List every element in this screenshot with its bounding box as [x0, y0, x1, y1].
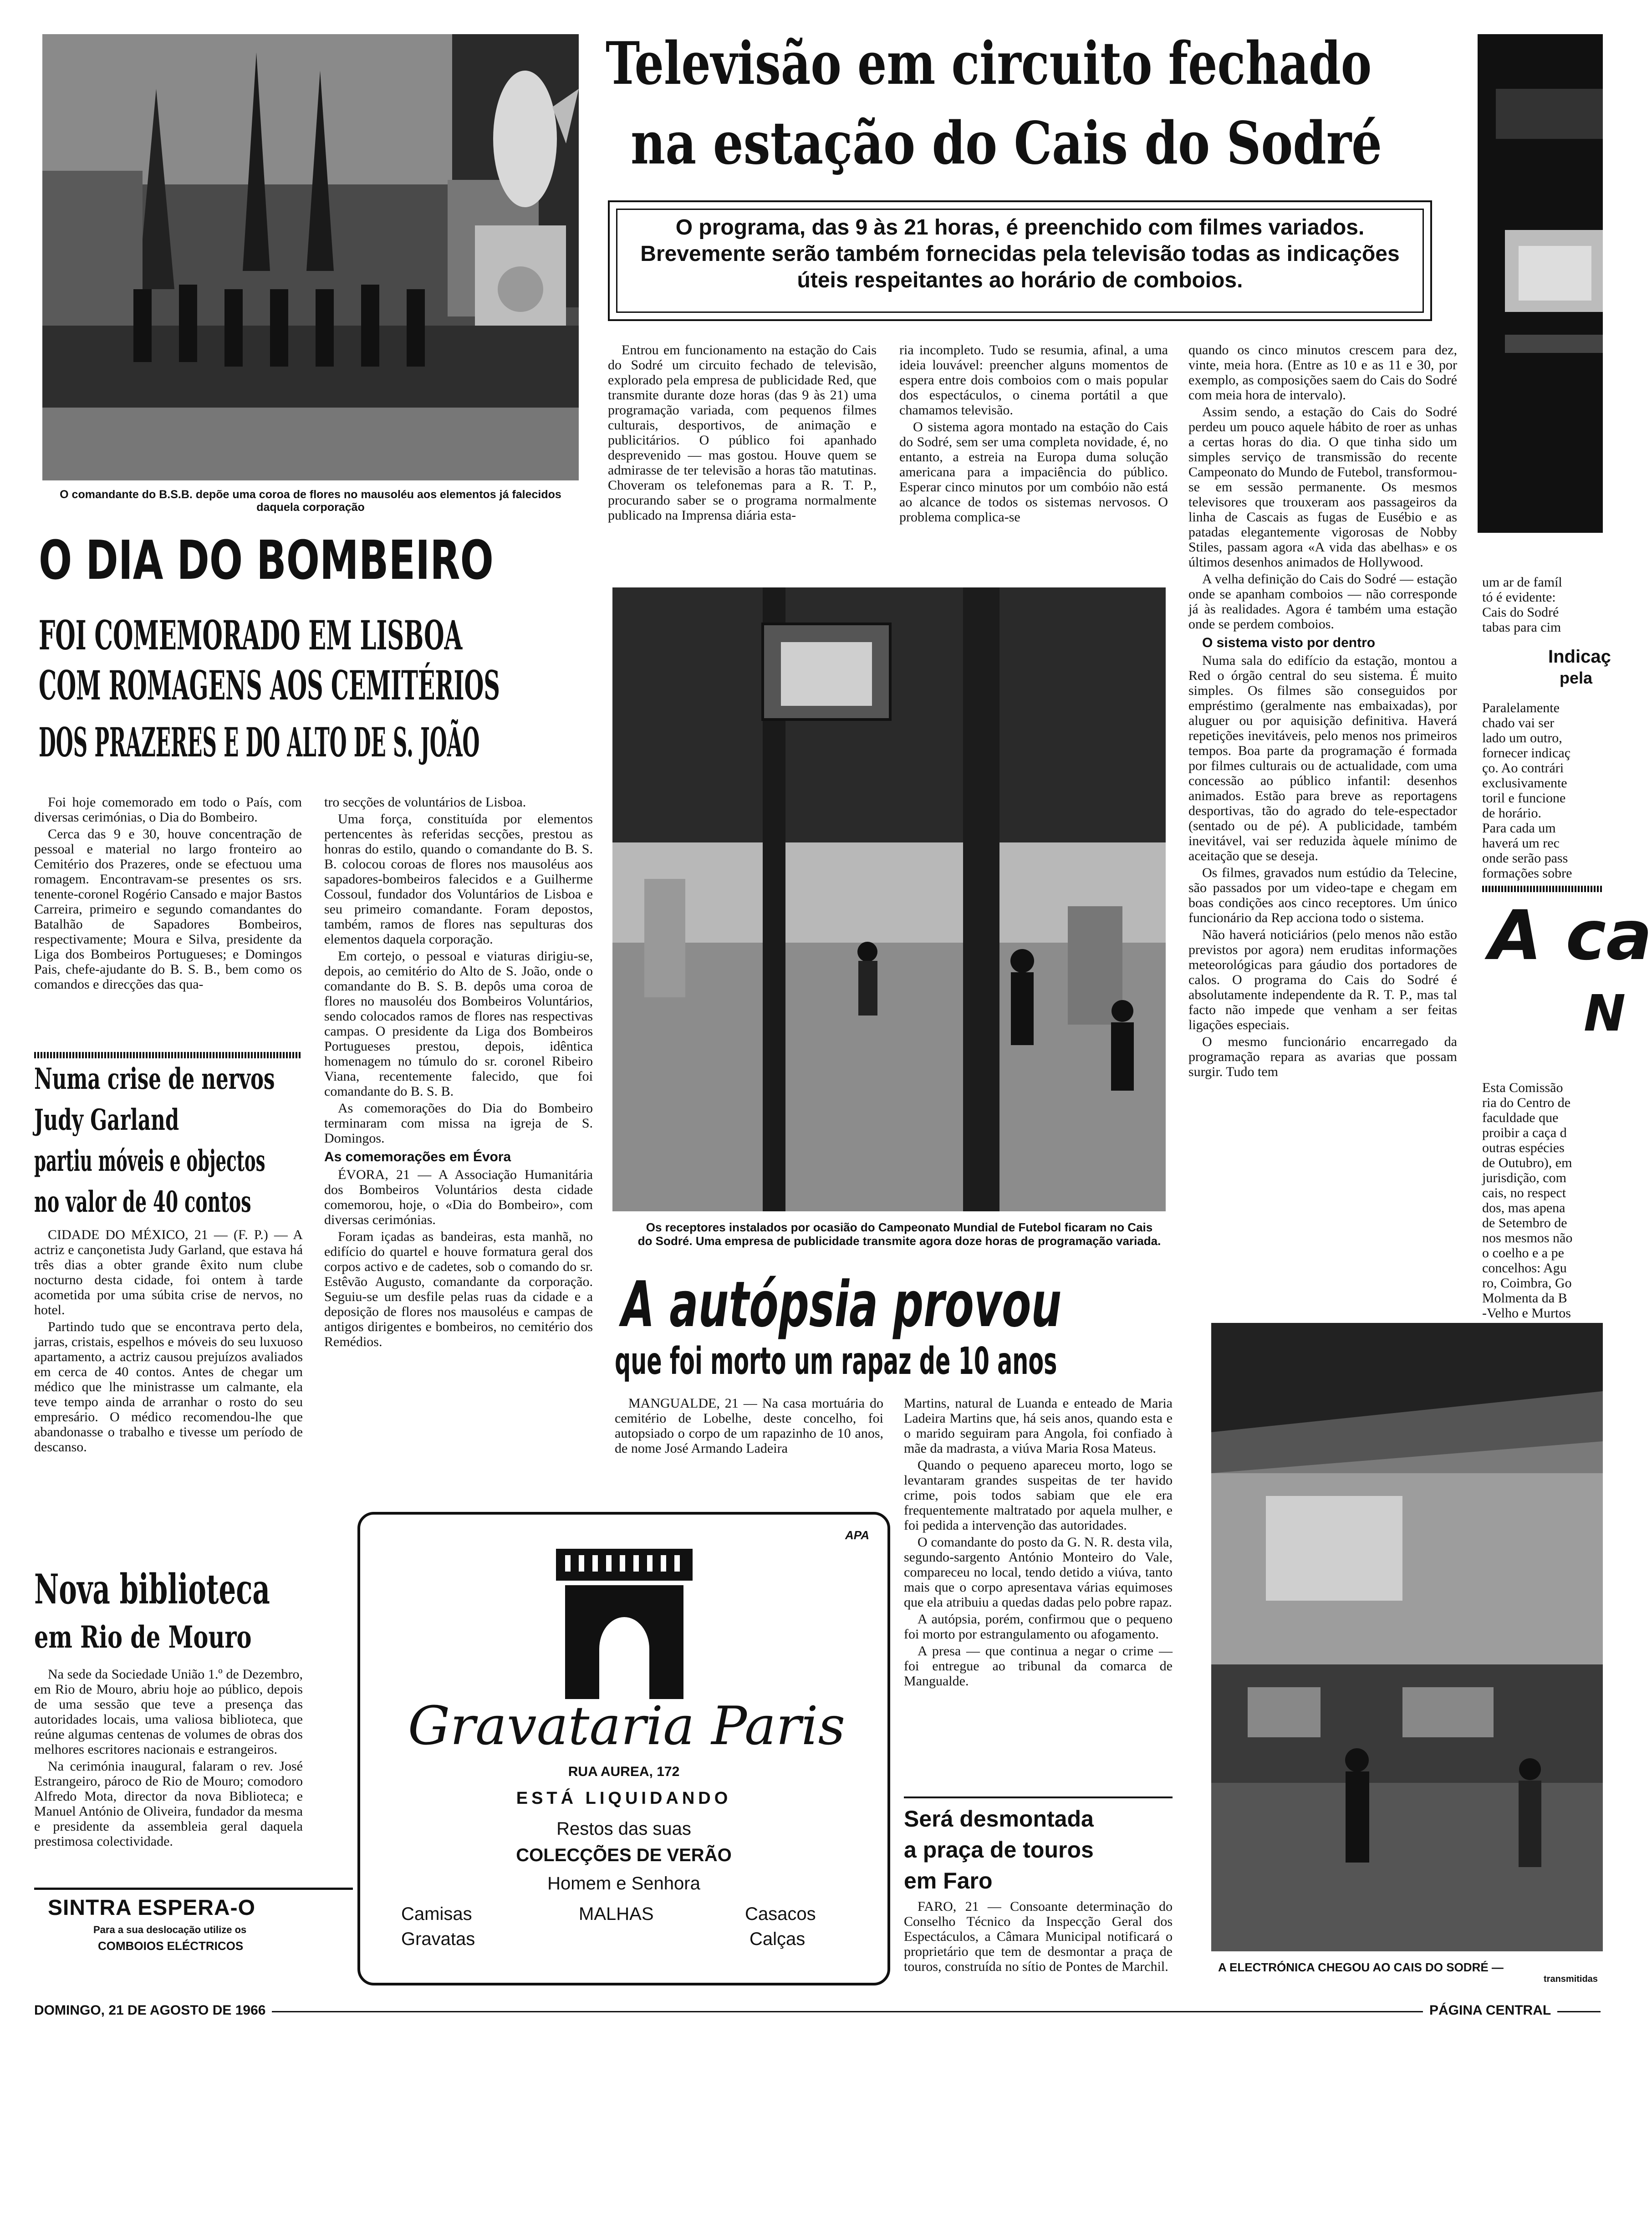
- ad-liquidando: ESTÁ LIQUIDANDO: [516, 1789, 732, 1808]
- paragraph: Partindo tudo que se encontrava perto dela, jarras, cristais, espelhos e móveis do seu luxuoso apartamento, a actriz causou prejuízos avaliados em cerca de 40 contos. Antes de chegar um médico que lhe ministrasse um calmante, ela teve tempo ainda de arranhar o rosto do seu empresário. O médico recomendou-lhe que abandonasse o trabalho e tivesse um período de descanso.: [34, 1319, 303, 1455]
- ad-brand: Gravataria Paris: [408, 1695, 846, 1757]
- paragraph: A velha definição do Cais do Sodré — estação onde se apanham comboios — não corresponde já às realidades. Agora é também uma estação onde se perdem comboios.: [1188, 572, 1457, 632]
- paragraph: tro secções de voluntários de Lisboa.: [324, 795, 526, 810]
- text-line: haverá um rec: [1482, 836, 1560, 851]
- text-line: proibir a caça d: [1482, 1125, 1567, 1140]
- ad-casacos: Casacos: [745, 1904, 816, 1924]
- paragraph: Numa sala do edifício da estação, montou a Red o órgão central do seu sistema. É muito simples. Os filmes são conseguidos por empréstimo (geralmente nas embaixadas), por aluguer ou por aquisição definitiva. Haverá repetições inevitáveis, pelo menos nos primeiros tempos. Boa parte da programação é formada por filmes culturais ou de actualidade, com uma concessão ao público infantil: desenhos animados. Estão para breve as reportagens desportivas, tão do agrado do tele-espectador (sentado ou de pé). A publicidade, também inevitável, vai ser reduzida àquele mínimo de aceitação que se deseja.: [1188, 653, 1457, 863]
- cemetery-photo: [42, 34, 579, 480]
- bombeiro-subtitle-1: FOI COMEMORADO EM LISBOA: [39, 612, 463, 659]
- paragraph: O sistema agora montado na estação do Cais do Sodré, sem ser uma completa novidade, é, no entanto, a estreia na Europa duma solução americana para a impaciência do público. Esperar cinco minutos por um combóio não está ao alcance de todos os sistemas nervosos. O problema complica-se: [899, 419, 1168, 525]
- text-line: dos, mas apena: [1482, 1200, 1565, 1215]
- text-line: toril e funcione: [1482, 791, 1566, 806]
- paragraph: As comemorações do Dia do Bombeiro terminaram com missa na igreja de S. Domingos.: [324, 1101, 593, 1146]
- footer: [34, 2000, 1601, 2023]
- station-photo-caption: Os receptores instalados por ocasião do Campeonato Mundial de Futebol ficaram no Cais do Sodré. Uma empresa de publicidade transmite agora doze horas de programação variada.: [637, 1220, 1161, 1248]
- paragraph: Na cerimónia inaugural, falaram o rev. José Estrangeiro, pároco de Rio de Mouro; comodoro Alfredo Mota, director da nova Biblioteca; e Manuel António de Oliveira, fundador da mesma e presidente da assembleia geral daquela prestimosa colectividade.: [34, 1759, 303, 1849]
- autopsia-h2: que foi morto um rapaz de 10 anos: [615, 1340, 1057, 1383]
- text-line: de Setembro de: [1482, 1215, 1567, 1230]
- sintra-ad: [34, 1888, 353, 1960]
- tv-title-2: na estação do Cais do Sodré: [631, 109, 1382, 178]
- right-cut-column-3: [1482, 1080, 1603, 1321]
- tv-column-2: [899, 342, 1168, 526]
- text-line: lado um outro,: [1482, 730, 1562, 745]
- cemetery-photo-caption: O comandante do B.S.B. depõe uma coroa de flores no mausoléu aos elementos já falecidos daquela corporação: [60, 488, 561, 514]
- paragraph: CIDADE DO MÉXICO, 21 — (F. P.) — A actriz e cançonetista Judy Garland, que estava há três dias a obter grande êxito num clube nocturno desta cidade, foi ontem à tarde acometida por uma súbita crise de nervos, no hotel.: [34, 1227, 303, 1317]
- paragraph: O comandante do posto da G. N. R. desta vila, segundo-sargento António Monteiro do Vale, compareceu no local, tendo detido a viúva, tanto mais que o corpo apresentava várias equimoses que ela atribuiu a quedas dadas pelo pobre rapaz.: [904, 1535, 1173, 1610]
- paragraph: Em cortejo, o pessoal e viaturas dirigiu-se, depois, ao cemitério do Alto de S. João, onde o comandante do B. S. B. depôs uma coroa de flores no mausoléu dos Bombeiros Voluntários, sendo colocados ramos de flores nas respectivas campas. O presidente da Liga dos Bombeiros Portugueses prestou, depois, idêntica homenagem no túmulo do sr. coronel Ribeiro Viana, recentemente falecido, que foi comandante do B. S. B.: [324, 949, 593, 1099]
- biblioteca-h2: em Rio de Mouro: [34, 1619, 252, 1655]
- right-indicac: Indicaç: [1548, 647, 1611, 667]
- right-top-photo-image: [1478, 34, 1603, 533]
- bombeiro-column-1: [34, 795, 302, 994]
- text-line: Esta Comissão: [1482, 1080, 1563, 1095]
- paragraph: Na sede da Sociedade União 1.º de Dezembro, em Rio de Mouro, abriu hoje ao público, depois de uma sessão que teve a presença das autoridades locais, uma valiosa biblioteca, que reúne algumas centenas de volumes de obras dos melhores escritores nacionais e estrangeiros.: [34, 1667, 303, 1757]
- text-line: o coelho e a pe: [1482, 1245, 1564, 1261]
- right-bottom-photo: [1211, 1323, 1603, 1951]
- text-line: faculdade que: [1482, 1110, 1559, 1125]
- text-line: tabas para cim: [1482, 620, 1561, 635]
- bombeiro-headline: [39, 531, 585, 722]
- text-line: ço. Ao contrári: [1482, 760, 1564, 776]
- ad-camisas: Camisas: [401, 1904, 472, 1924]
- paragraph: Martins, natural de Luanda e enteado de Maria Ladeira Martins que, há seis anos, quando esta e o marido seguiram para Angola, foi confiado à mãe da madrasta, a viúva Maria Rosa Mateus.: [904, 1396, 1173, 1456]
- text-line: de Outubro), em: [1482, 1155, 1572, 1170]
- paragraph: O mesmo funcionário encarregado da programação repara as avarias que possam surgir. Tudo tem: [1188, 1034, 1457, 1079]
- ad-address: RUA AUREA, 172: [568, 1764, 680, 1779]
- sistema-subheading: O sistema visto por dentro: [1202, 635, 1376, 650]
- faro-h1: Será desmontada: [904, 1806, 1094, 1832]
- garland-text: [34, 1227, 303, 1456]
- right-big-n: N: [1584, 984, 1626, 1042]
- text-line: outras espécies: [1482, 1140, 1565, 1155]
- garland-h4: no valor de 40 contos: [34, 1185, 251, 1219]
- ad-coleccoes: COLECÇÕES DE VERÃO: [516, 1845, 732, 1865]
- text-line: um ar de famíl: [1482, 575, 1562, 590]
- text-line: onde serão pass: [1482, 851, 1568, 866]
- bombeiro-column-2: [324, 795, 593, 1351]
- station-photo-image: [612, 587, 1166, 1211]
- garland-h3: partiu móveis e objectos: [34, 1144, 265, 1178]
- right-cut-column-2: [1482, 700, 1603, 881]
- right-photo-caption: A ELECTRÓNICA CHEGOU AO CAIS DO SODRÉ —: [1218, 1960, 1504, 1974]
- text-line: formações sobre: [1482, 866, 1572, 881]
- text-line: Cais do Sodré: [1482, 605, 1559, 620]
- paragraph: Entrou em funcionamento na estação do Cais do Sodré um circuito fechado de televisão, explorado pela empresa de publicidade Red, que transmite durante doze horas (das 9 às 21) uma programação variada, com pequenos filmes culturais, desportivos, de animação e publicitários. O público foi apanhado desprevenido — mas gostou. Houve quem se admirasse de ter televisão a horas tão matutinas. Choveram os telefonemas para a R. T. P., procurando saber se o programa normalmente publicado na Imprensa diária esta-: [608, 342, 877, 523]
- right-photo-caption-2: transmitidas: [1544, 1974, 1598, 1984]
- right-bottom-photo-image: [1211, 1323, 1603, 1951]
- faro-text: [904, 1899, 1173, 1976]
- ad-gravatas: Gravatas: [401, 1929, 475, 1949]
- paragraph: Assim sendo, a estação do Cais do Sodré perdeu um pouco aquele hábito de roer as unhas a certas horas do dia. O que tinha sido um simples serviço de transmissão do recente Campeonato do Mundo de Futebol, transformou-se em sessão permanente. Os mesmos televisores que trouxeram aos passageiros da linha de Cascais as fugas de Eusébio e as patadas elegantemente vigorosas de Nobby Stiles, passam agora «A vida das abelhas» e os últimos desenhos animados de Hollywood.: [1188, 404, 1457, 570]
- text-line: Paralelamente: [1482, 700, 1560, 715]
- faro-headline: [904, 1803, 1177, 1896]
- ad-calcas: Calças: [750, 1929, 806, 1949]
- ad-restos: Restos das suas: [556, 1819, 691, 1839]
- faro-h3: em Faro: [904, 1868, 993, 1893]
- right-cut-column-1: [1482, 575, 1603, 635]
- faro-h2: a praça de touros: [904, 1837, 1094, 1863]
- text-line: exclusivamente: [1482, 776, 1567, 791]
- paragraph: ÉVORA, 21 — A Associação Humanitária dos Bombeiros Voluntários desta cidade comemorou, hoje, o «Dia do Bombeiro», com diversas cerimónias.: [324, 1167, 593, 1227]
- paragraph: Os filmes, gravados num estúdio da Telecine, são passados por um video-tape e chegam em boas condições aos cinco receptores. Um único funcionário da Rep acciona todo o sistema.: [1188, 865, 1457, 925]
- text-line: nos mesmos não: [1482, 1230, 1573, 1245]
- autopsia-column-2: [904, 1396, 1173, 1690]
- right-pela: pela: [1560, 669, 1593, 687]
- right-separator: [1482, 886, 1603, 892]
- paragraph: Cerca das 9 e 30, houve concentração de pessoal e material no largo fronteiro ao Cemitério dos Prazeres, onde se efectuou uma romagem. Encontravam-se presentes os srs. tenente-coronel Rogério Cansado e major Bastos Carreira, primeiro e segundo comandantes do Batalhão de Sapadores Bombeiros, respectivamente; Moura e Silva, presidente da Liga dos Bombeiros Portugueses; e Domingos Pais, chefe-ajudante do B. S. B., bem como os comandos e direcções das qua-: [34, 827, 302, 992]
- text-line: fornecer indicaç: [1482, 745, 1571, 760]
- text-line: cais, no respect: [1482, 1185, 1566, 1200]
- biblioteca-text: [34, 1667, 303, 1851]
- tv-deck-text: O programa, das 9 às 21 horas, é preenchido com filmes variados. Brevemente serão também fornecidas pela televisão todas as indicações úteis respeitantes ao horário de comboios.: [640, 215, 1400, 292]
- text-line: Molmenta da B: [1482, 1291, 1567, 1306]
- ad-malhas: MALHAS: [579, 1904, 654, 1924]
- sintra-line-1: Para a sua deslocação utilize os: [93, 1924, 247, 1935]
- tv-title-1: Televisão em circuito fechado: [606, 30, 1372, 98]
- autopsia-h1: A autópsia provou: [622, 1268, 1062, 1341]
- paragraph: Não haverá noticiários (pelo menos não estão previstos por agora) nem eruditas informações meteorológicas para gáudio dos portadores de calos. O programa do Cais do Sodré é absolutamente independente da R. T. P., mas tal facto não impede que venham a ser feitas ligações especiais.: [1188, 927, 1457, 1032]
- station-photo: [612, 587, 1166, 1211]
- text-line: de horário.: [1482, 806, 1541, 821]
- garland-headline: [34, 1061, 307, 1219]
- paragraph: Uma força, constituída por elementos pertencentes às referidas secções, prestou as honras do estilo, quando o comandante do B. S. B. colocou coroas de flores nos mausoléus aos sapadores-bombeiros falecidos e a Guilherme Cossoul, fundador dos Voluntários de Lisboa e seu primeiro comandante. Foram depostos, também, ramos de flores nas sepulturas dos elementos daquela corporação.: [324, 811, 593, 947]
- gravataria-ad: [357, 1512, 890, 1985]
- paragraph: Foram içadas as bandeiras, esta manhã, no edifício do quartel e houve formatura geral dos corpos activo e de cadetes, sob o comando do sr. Estêvão Augusto, comandante da corporação. Seguiu-se um desfile pelas ruas da cidade e a deposição de flores nos mausoléus e campas de antigos dirigentes e bombeiros, no cemitério dos Remédios.: [324, 1229, 593, 1349]
- paragraph: MANGUALDE, 21 — Na casa mortuária do cemitério de Lobelhe, deste concelho, foi autopsiado o corpo de um rapazinho de 10 anos, de nome José Armando Ladeira: [615, 1396, 883, 1456]
- bombeiro-subtitle-2: COM ROMAGENS AOS CEMITÉRIOS: [39, 662, 500, 709]
- right-top-photo: [1478, 34, 1603, 533]
- cemetery-photo-image: [42, 34, 579, 480]
- evora-subheading: As comemorações em Évora: [324, 1149, 511, 1164]
- paragraph: ria incompleto. Tudo se resumia, afinal, a uma ideia louvável: preencher alguns momentos de espera entre dois comboios com o mais popular dos espectáculos, o cinema portátil a que chamamos televisão.: [899, 342, 1168, 418]
- tv-column-3: [1188, 342, 1457, 1081]
- garland-h2: Judy Garland: [34, 1103, 179, 1137]
- paragraph: FARO, 21 — Consoante determinação do Conselho Técnico da Inspecção Geral dos Espectáculos, a Câmara Municipal notificará o proprietário que tem de desmontar a praça de touros, construída no sítio de Pontes de Marchil.: [904, 1899, 1173, 1974]
- text-line: ria do Centro de: [1482, 1095, 1571, 1110]
- arch-icon: [556, 1549, 693, 1699]
- text-line: Para cada um: [1482, 821, 1556, 836]
- text-line: tó é evidente:: [1482, 590, 1556, 605]
- text-line: concelhos: Agu: [1482, 1261, 1567, 1276]
- ad-homem: Homem e Senhora: [547, 1873, 700, 1893]
- bombeiro-title: O DIA DO BOMBEIRO: [39, 529, 494, 592]
- tv-column-1: [608, 342, 877, 525]
- sintra-title: SINTRA ESPERA-O: [48, 1896, 255, 1920]
- garland-h1: Numa crise de nervos: [34, 1062, 275, 1096]
- text-line: jurisdição, com: [1482, 1170, 1566, 1185]
- text-line: chado vai ser: [1482, 715, 1555, 730]
- right-big-a: A ca: [1489, 896, 1652, 975]
- separator: [34, 1052, 302, 1058]
- faro-rule: [904, 1796, 1173, 1798]
- paragraph: A presa — que continua a negar o crime — foi entregue ao tribunal da comarca de Mangualde.: [904, 1643, 1173, 1689]
- ad-corner-logo: APA: [845, 1528, 869, 1542]
- biblioteca-h1: Nova biblioteca: [34, 1565, 270, 1613]
- paragraph: Foi hoje comemorado em todo o País, com diversas cerimónias, o Dia do Bombeiro.: [34, 795, 302, 825]
- paragraph: Quando o pequeno apareceu morto, logo se levantaram grandes suspeitas de ter havido crime, pois todos sabiam que ele era frequentemente maltratado por aquela mulher, e foi pedida a intervenção das autoridades.: [904, 1458, 1173, 1533]
- tv-deck-box: [608, 200, 1432, 321]
- paragraph: A autópsia, porém, confirmou que o pequeno foi morto por estrangulamento ou afogamento.: [904, 1612, 1173, 1642]
- text-line: ro, Coimbra, Go: [1482, 1276, 1572, 1291]
- footer-page: PÁGINA CENTRAL: [1423, 2003, 1557, 2018]
- autopsia-column-1: [615, 1396, 883, 1458]
- text-line: -Velho e Murtos: [1482, 1306, 1571, 1321]
- sintra-line-2: COMBOIOS ELÉCTRICOS: [98, 1939, 244, 1953]
- paragraph: quando os cinco minutos crescem para dez, vinte, meia hora. (Entre as 10 e as 11 e 30, por exemplo, as composições saem do Cais do Sodré com meia hora de intervalo).: [1188, 342, 1457, 403]
- footer-date: DOMINGO, 21 DE AGOSTO DE 1966: [34, 2003, 272, 2018]
- tv-deck-inner: [616, 209, 1424, 313]
- bombeiro-subtitle-3: DOS PRAZERES E DO ALTO DE S. JOÃO: [39, 719, 480, 766]
